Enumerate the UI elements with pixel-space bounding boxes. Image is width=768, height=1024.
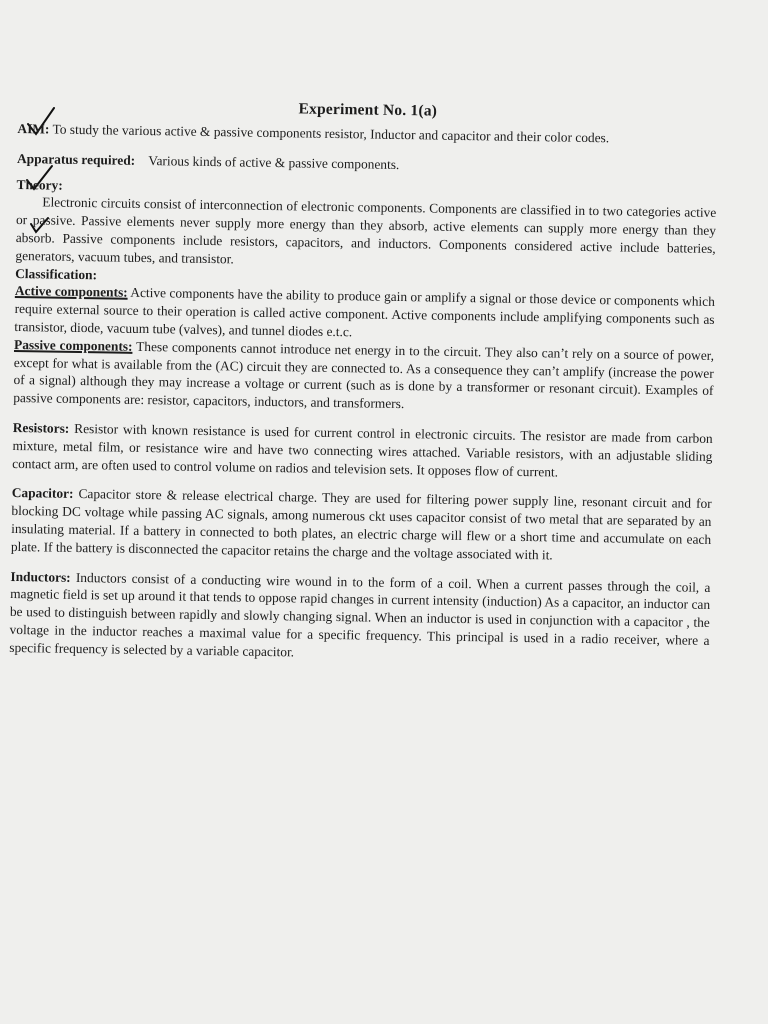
page-title: Experiment No. 1(a) — [298, 100, 438, 120]
active-components-text: Active components have the ability to produce gain or amplify a signal or those device or components which require external source to their operation is called active component. Active components include amplifying components such as transistor, diode, vacuum tube (valves), and tunnel diodes e.t.c. — [14, 285, 715, 340]
aim-text: To study the various active & passive components resistor, Inductor and capacitor and their color codes. — [52, 121, 610, 146]
capacitor-label: Capacitor: — [11, 485, 74, 502]
theory-text: Electronic circuits consist of interconnection of electronic components. Components are classified in to two categories active or passive. Passive elements never supply more energy than they absorb, active elements can supply more energy than they absorb. Passive components include resistors, capacitors, and inductors. Components considered active include batteries, generators, vacuum tubes, and transistor. — [15, 194, 717, 267]
capacitor-text: Capacitor store & release electrical charge. They are used for filtering power supply line, resonant circuit and for blocking DC voltage while passing AC signals, among numerous ckt uses capacitor consist of two metal that are separated by an insulating material. If a battery in connected to both plates, an electric charge will flew or a short time and accumulate on each plate. If the battery is disconnected the capacitor retains the charge and the voltage associated with it. — [10, 486, 712, 563]
resistors-paragraph — [12, 419, 713, 483]
theory-heading: Theory: — [16, 176, 63, 193]
passive-components-text: These components cannot introduce net energy in to the circuit. They also can’t rely on a source of power, except for what is available from the (AC) circuit they are connected to. As a consequence they can’t amplify (increase the power of a signal) although they may increase a voltage or current (such as is done by a transformer or resonant circuit). Examples of passive components are: resistor, capacitors, inductors, and transformers. — [13, 338, 715, 412]
capacitor-paragraph — [11, 484, 712, 566]
resistors-label: Resistors: — [12, 419, 70, 436]
inductors-label: Inductors: — [10, 568, 71, 585]
apparatus-text: Various kinds of active & passive components. — [148, 152, 400, 172]
inductors-text: Inductors consist of a conducting wire wound in to the form of a coil. When a current passes through the coil, a magnetic field is set up around it that tends to oppose rapid changes in current intensity (induction) As a capacitor, an inductor can be used to distinguish between rapidly and slowly changing signal. When an inductor is used in conjunction with a capacitor , the voltage in the inductor reaches a maximal value for a specific frequency. This principal is used in a radio receiver, where a specific frequency is selected by a variable capacitor. — [9, 569, 711, 660]
document-body — [9, 96, 718, 667]
active-components-label: Active components: — [14, 283, 128, 301]
resistors-text: Resistor with known resistance is used for current control in electronic circuits. The resistor are made from carbon mixture, metal film, or resistance wire and have two connecting wires attached. Variable resistors, with an adjustable sliding contact arm, are often used to control volume on radios and television sets. It opposes flow of current. — [12, 420, 713, 480]
passive-components-paragraph — [13, 336, 714, 418]
aim-label: AIM: — [17, 120, 50, 137]
classification-heading: Classification: — [15, 265, 98, 282]
apparatus-label: Apparatus required: — [16, 150, 136, 168]
passive-components-label: Passive components: — [13, 336, 133, 354]
inductors-paragraph — [9, 567, 710, 667]
